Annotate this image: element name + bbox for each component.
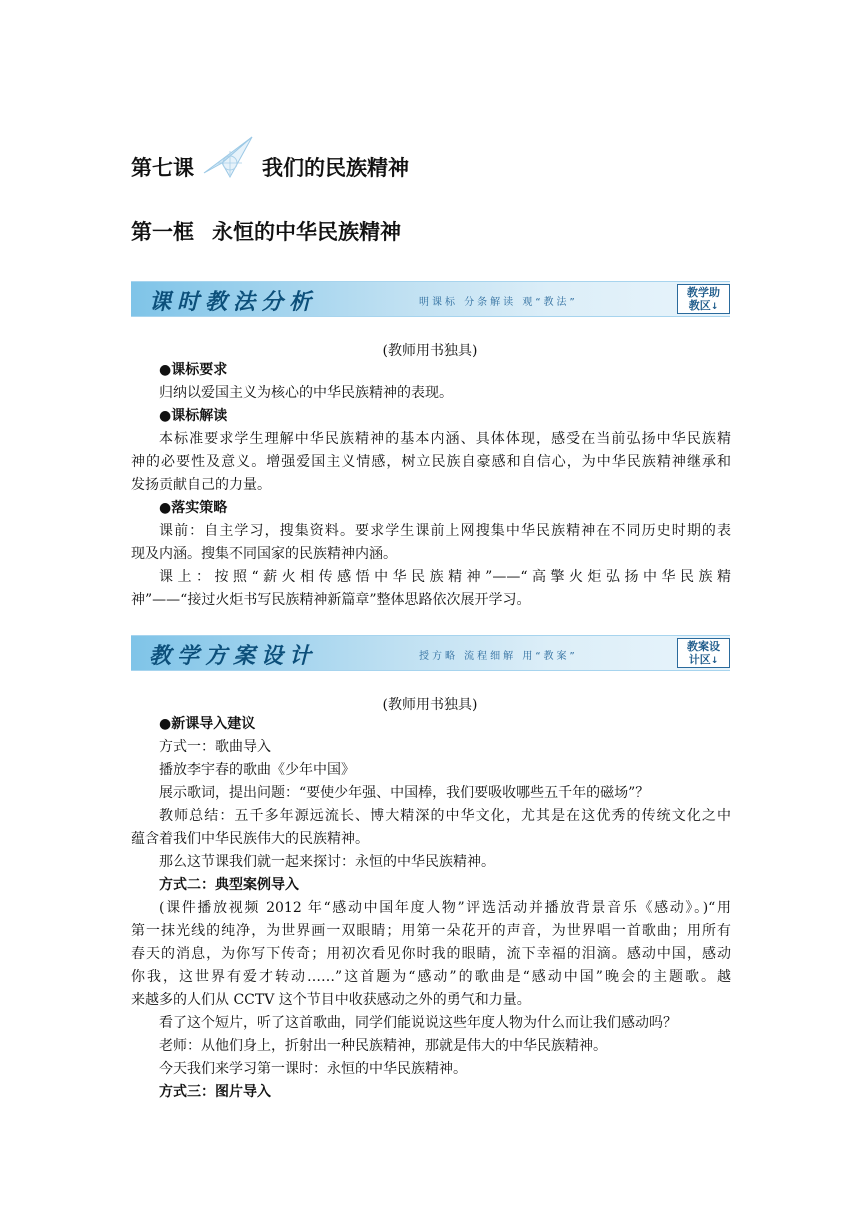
paragraph-line: 本标准要求学生理解中华民族精神的基本内涵、具体体现，感受在当前弘扬中华民族精 [159, 431, 731, 447]
paragraph-line: 蕴含着我们中华民族伟大的民族精神。 [131, 831, 369, 847]
paragraph-line: 展示歌词，提出问题：“要使少年强、中国棒，我们要吸收哪些五千年的磁场”？ [159, 785, 650, 801]
paragraph-line: 春天的消息，为你写下传奇；用初次看见你时我的眼睛，流下幸福的泪滴。感动中国，感动 [131, 946, 731, 962]
paragraph-line: 播放李宇春的歌曲《少年中国》 [159, 762, 355, 778]
paragraph-line: 方式一：歌曲导入 [159, 739, 271, 755]
paper-plane-icon [200, 133, 256, 183]
paragraph-line: 老师：从他们身上，折射出一种民族精神，那就是伟大的中华民族精神。 [159, 1038, 607, 1054]
section-number: 第一框 [131, 220, 194, 244]
paragraph-line: 课前：自主学习，搜集资料。要求学生课前上网搜集中华民族精神在不同历史时期的表 [159, 523, 731, 539]
paragraph-line: (课件播放视频 2012 年“感动中国年度人物”评选活动并播放背景音乐《感动》。)“用 [159, 900, 731, 916]
paragraph-line: 现及内涵。搜集不同国家的民族精神内涵。 [131, 546, 397, 562]
heading-curriculum-requirement: ●课标要求 [159, 362, 228, 378]
paragraph-line: 教师总结：五千多年源远流长、博大精深的中华文化，尤其是在这优秀的传统文化之中 [159, 808, 731, 824]
section-title [131, 216, 401, 246]
lesson-title [131, 150, 409, 184]
paragraph-line: 看了这个短片，听了这首歌曲，同学们能说说这些年度人物为什么而让我们感动吗？ [159, 1015, 677, 1031]
paragraph-line: 第一抹光线的纯净，为世界画一双眼睛；用第一朵花开的声音，为世界唱一首歌曲；用所有 [131, 923, 731, 939]
paragraph-line: 来越多的人们从 CCTV 这个节目中收获感动之外的勇气和力量。 [131, 992, 531, 1008]
lesson-number: 第七课 [131, 156, 194, 180]
banner-title: 课时教法分析 [149, 289, 318, 315]
banner-subtitle: 明课标 分条解读 观“教法” [419, 297, 578, 308]
heading-curriculum-interpretation: ●课标解读 [159, 408, 228, 424]
paragraph-line: 神”——“接过火炬书写民族精神新篇章”整体思路依次展开学习。 [131, 592, 531, 608]
heading-new-lesson-intro: ●新课导入建议 [159, 716, 256, 732]
banner-badge [677, 638, 730, 668]
teacher-note: (教师用书独具) [382, 697, 478, 713]
badge-label: 教学助 教区 [687, 286, 720, 312]
banner-title: 教学方案设计 [149, 643, 318, 669]
subheading-method-three: 方式三：图片导入 [159, 1084, 271, 1100]
paragraph-line: 你我，这世界有爱才转动……”这首题为“感动”的歌曲是“感动中国”晚会的主题歌。越 [131, 969, 731, 985]
subheading-method-two: 方式二：典型案例导入 [159, 877, 299, 893]
section-name: 永恒的中华民族精神 [212, 220, 401, 244]
banner-subtitle: 授方略 流程细解 用“教案” [419, 651, 578, 662]
banner-badge [677, 284, 730, 314]
heading-implementation-strategy: ●落实策略 [159, 500, 228, 516]
paragraph-line: 那么这节课我们就一起来探讨：永恒的中华民族精神。 [159, 854, 495, 870]
teacher-note: (教师用书独具) [382, 343, 478, 359]
badge-label: 教案设 计区 [687, 640, 720, 666]
arrow-down-icon: ↓ [710, 302, 719, 312]
paragraph-line: 今天我们来学习第一课时：永恒的中华民族精神。 [159, 1061, 467, 1077]
banner-teaching-analysis [131, 281, 730, 317]
paragraph-line: 发扬贡献自己的力量。 [131, 477, 271, 493]
lesson-name: 我们的民族精神 [262, 156, 409, 180]
arrow-down-icon: ↓ [710, 656, 719, 666]
paragraph-line: 课上：按照“薪火相传感悟中华民族精神”——“高擎火炬弘扬中华民族精 [159, 569, 731, 585]
paragraph-line: 神的必要性及意义。增强爱国主义情感，树立民族自豪感和自信心，为中华民族精神继承和 [131, 454, 731, 470]
banner-teaching-plan [131, 635, 730, 671]
paragraph-line: 归纳以爱国主义为核心的中华民族精神的表现。 [159, 385, 453, 401]
